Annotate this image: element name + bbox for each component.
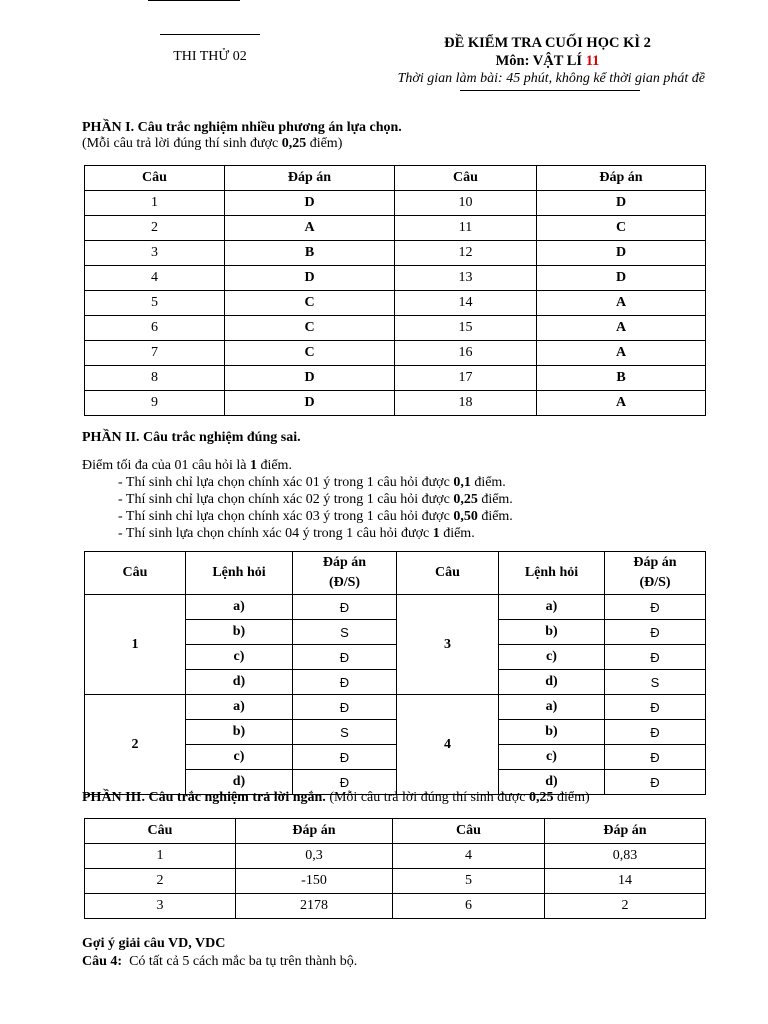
part2-title: PHẦN II. Câu trắc nghiệm đúng sai. <box>82 430 301 445</box>
table-row: 1 D 10 D <box>85 191 706 216</box>
rule-item: - Thí sinh chỉ lựa chọn chính xác 02 ý trong 1 câu hỏi được 0,25 điểm. <box>118 492 513 507</box>
table-row: 1 0,3 4 0,83 <box>85 844 706 869</box>
grade-number: 11 <box>585 53 600 69</box>
table-row: b) S b) Đ <box>85 720 706 745</box>
table-row: d) Đ d) Đ <box>85 770 706 795</box>
exam-code: THI THỬ 02 <box>173 49 247 64</box>
hint-title: Gợi ý giải câu VD, VDC <box>82 936 226 951</box>
divider <box>160 34 260 35</box>
part2-heading <box>82 430 301 446</box>
part2-answer-table <box>84 551 706 795</box>
table-row: 7 C 16 A <box>85 341 706 366</box>
part1-answer-table <box>84 165 706 416</box>
part1-title: PHẦN I. Câu trắc nghiệm nhiều phương án lựa chọn. <box>82 120 402 135</box>
part3-heading <box>82 790 590 806</box>
hint-item: Câu 4: Có tất cả 5 cách mắc ba tụ trên thành bộ. <box>82 954 358 969</box>
part3-answer-table <box>84 818 706 919</box>
table-row: 2 a) Đ 4 a) Đ <box>85 695 706 720</box>
max-score-line: Điểm tối đa của 01 câu hỏi là 1 điểm. <box>82 458 292 473</box>
table-row: 1 a) Đ 3 a) Đ <box>85 595 706 620</box>
exam-subject: Môn: VẬT LÍ 11 <box>495 53 600 69</box>
table-header-row: Câu Đáp án Câu Đáp án <box>85 819 706 844</box>
rule-item: - Thí sinh lựa chọn chính xác 04 ý trong 1 câu hỏi được 1 điểm. <box>118 526 475 541</box>
table-row: c) Đ c) Đ <box>85 645 706 670</box>
table-row: 2 A 11 C <box>85 216 706 241</box>
part3-title: PHẦN III. Câu trắc nghiệm trả lời ngắn. <box>82 790 326 805</box>
part1-note: (Mỗi câu trả lời đúng thí sinh được 0,25 điểm) <box>82 136 343 151</box>
rule-item: - Thí sinh chỉ lựa chọn chính xác 01 ý trong 1 câu hỏi được 0,1 điểm. <box>118 475 506 490</box>
hint-section <box>82 935 357 971</box>
table-row: 8 D 17 B <box>85 366 706 391</box>
table-row: 9 D 18 A <box>85 391 706 416</box>
exam-title: ĐỀ KIỂM TRA CUỐI HỌC KÌ 2 <box>444 35 651 51</box>
table-row: 3 B 12 D <box>85 241 706 266</box>
divider <box>460 90 640 91</box>
table-row: 4 D 13 D <box>85 266 706 291</box>
table-row: 6 C 15 A <box>85 316 706 341</box>
part2-scoring-rules <box>82 457 513 542</box>
table-row: b) S b) Đ <box>85 620 706 645</box>
rule-item: - Thí sinh chỉ lựa chọn chính xác 03 ý trong 1 câu hỏi được 0,50 điểm. <box>118 509 513 524</box>
time-note: Thời gian làm bài: 45 phút, không kể thời gian phát đề <box>397 71 705 86</box>
table-row: 2 -150 5 14 <box>85 869 706 894</box>
table-row: 5 C 14 A <box>85 291 706 316</box>
part1-heading <box>82 120 402 152</box>
table-row: 3 2178 6 2 <box>85 894 706 919</box>
table-header-row: Câu Đáp án Câu Đáp án <box>85 166 706 191</box>
exam-title-block <box>350 34 705 88</box>
table-header-row: Câu Lệnh hỏi Đáp án (Đ/S) Câu Lệnh hỏi Đáp án (Đ/S) <box>85 552 706 595</box>
top-rule <box>148 0 240 1</box>
part3-note: (Mỗi câu trả lời đúng thí sinh được 0,25 điểm) <box>325 790 590 805</box>
table-row: d) Đ d) S <box>85 670 706 695</box>
exam-code-block <box>150 34 270 65</box>
table-row: c) Đ c) Đ <box>85 745 706 770</box>
